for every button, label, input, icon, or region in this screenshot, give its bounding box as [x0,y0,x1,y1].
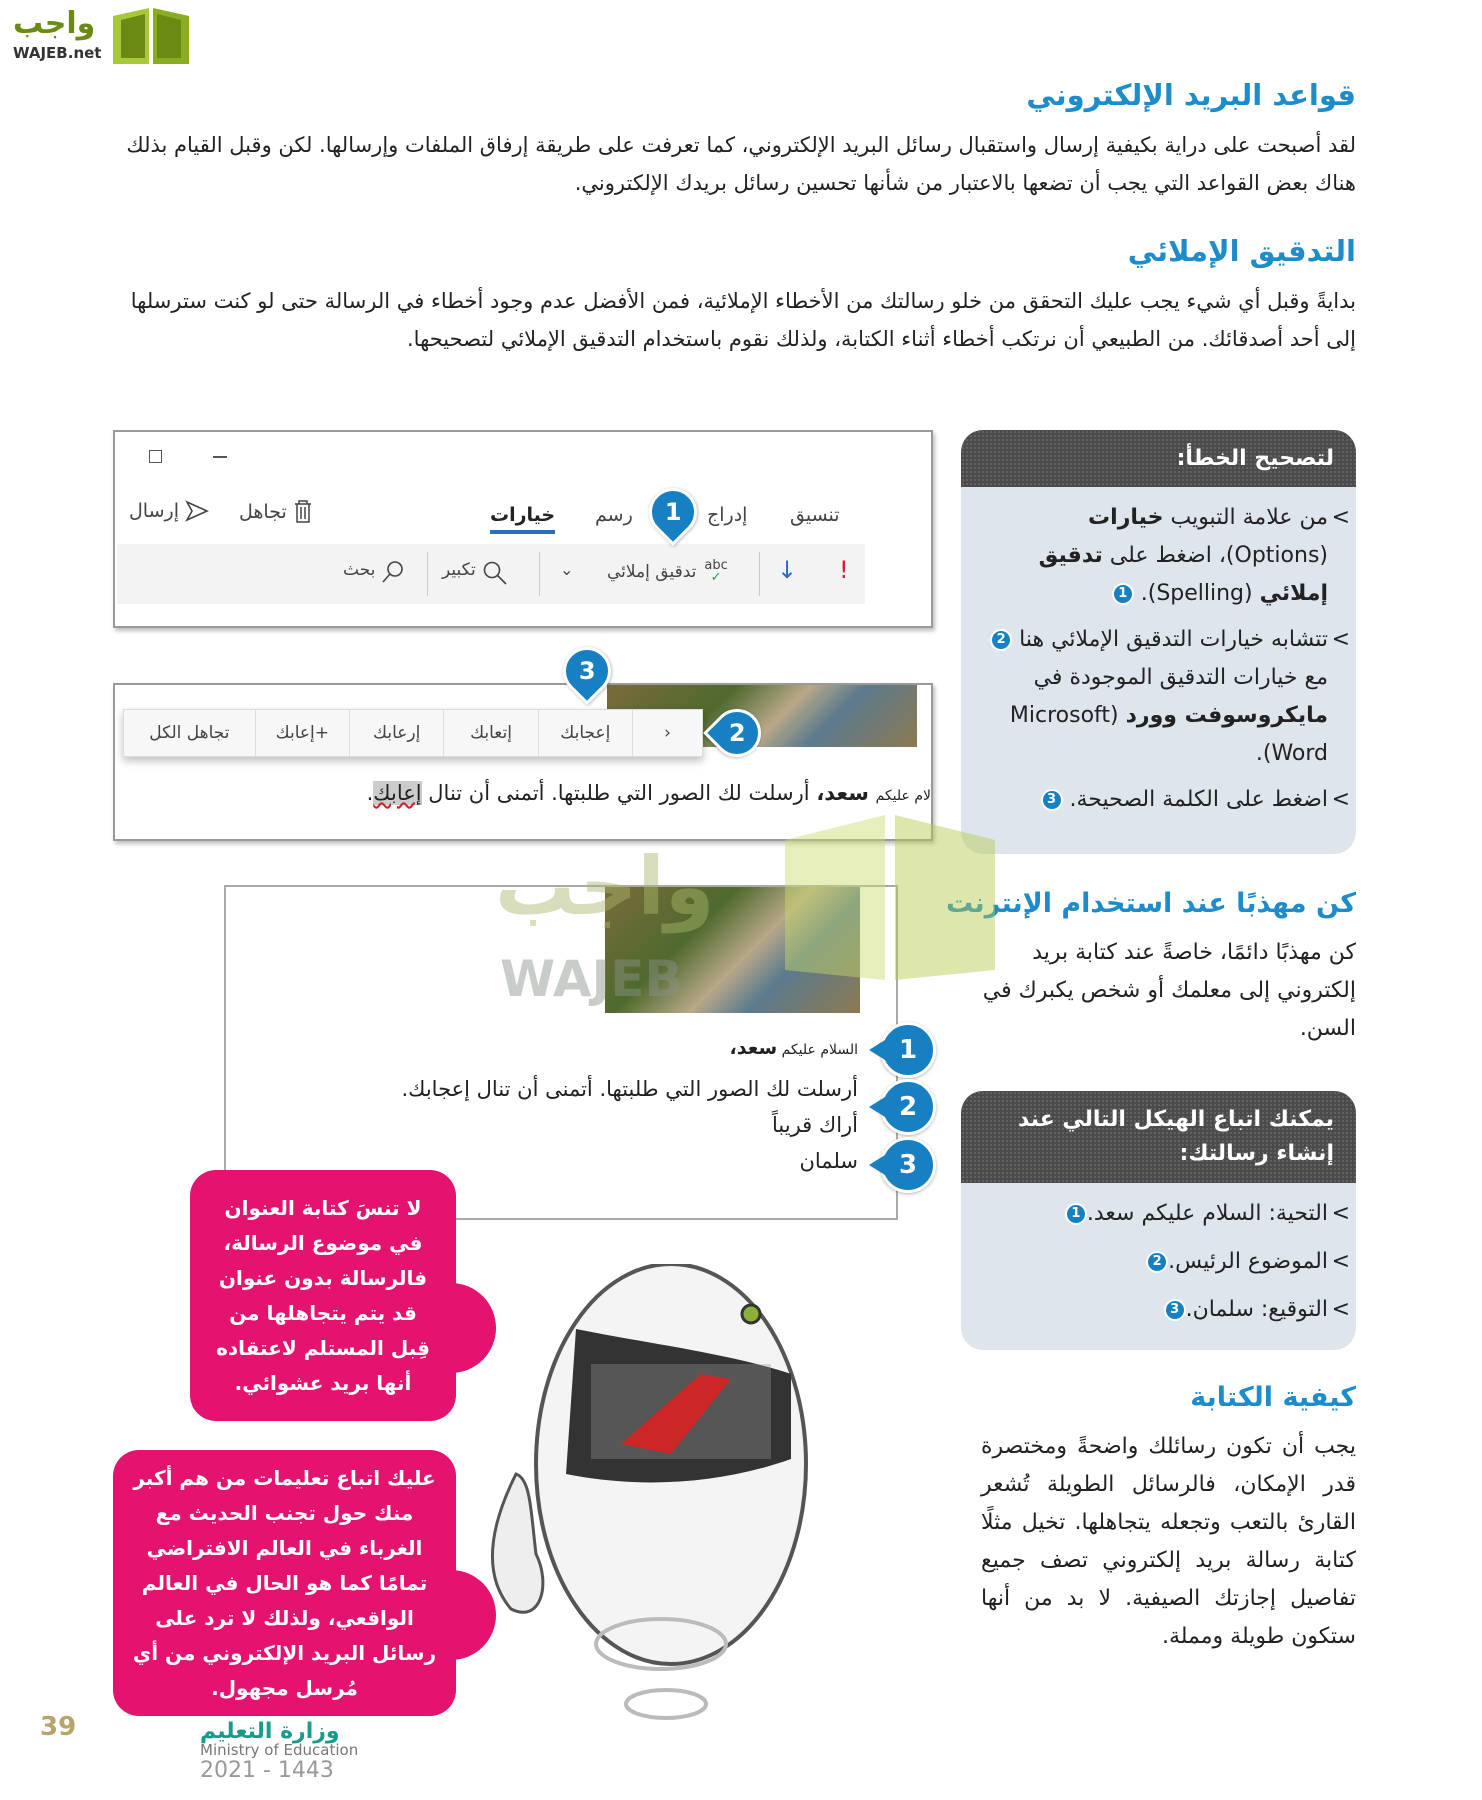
step-bold: مايكروسوفت وورد [1125,703,1328,728]
chevron-down-icon[interactable]: ⌄ [560,560,574,579]
misspelled-word[interactable]: إعابك [373,781,422,805]
tab-insert[interactable]: إدراج [707,504,748,526]
spelling-button[interactable] [607,560,728,584]
step-badge: 1 [1112,583,1134,605]
step-badge: 1 [1065,1203,1087,1225]
structure-item [961,1195,1356,1233]
book-icon [109,6,194,66]
email-body: أرسلت لك الصور التي طلبتها. أتمنى أن تنال إعجابك. [401,1077,858,1101]
suggestion-item[interactable]: إرعابك [349,710,443,756]
section-title-email-rules: قواعد البريد الإلكتروني [1026,78,1356,112]
send-icon [185,500,209,522]
pin-number: 2 [728,718,746,747]
spelling-suggestions-window [113,657,933,841]
tab-format[interactable]: تنسيق [790,504,840,526]
step-text: (Options)، اضغط على [1102,543,1328,568]
structure-text: الموضوع الرئيس. [1168,1249,1328,1274]
message-structure-box [961,1091,1356,1350]
send-button[interactable] [129,500,209,522]
minimize-icon[interactable] [213,456,227,458]
discard-label: تجاهل [239,501,287,523]
pin-number: 3 [578,657,596,686]
step-text: (Microsoft Word). [1009,703,1328,766]
greeting-text: السلام عليكم [781,1042,858,1058]
spelling-abc-icon: abc ✓ [704,558,728,585]
email-greeting [730,1037,858,1059]
send-label: إرسال [129,500,179,522]
robot-illustration [471,1264,831,1724]
pin-number: 1 [664,498,682,527]
period: . [366,781,374,805]
ministry-english: Ministry of Education [200,1741,359,1760]
step-bold: تدقيق إملائي [1038,543,1328,606]
step-text: مع خيارات التدقيق الموجودة في [1033,665,1328,690]
step-text: اضغط على الكلمة الصحيحة. [1069,787,1328,812]
high-importance-icon[interactable]: ! [839,556,849,584]
fix-error-box [961,430,1356,854]
step-text: من علامة التبويب [1163,505,1328,530]
step-bold: خيارات [1088,505,1164,530]
section-text-spelling: بدايةً وقبل أي شيء يجب عليك التحقق من خلو رسالتك من الأخطاء الإملائية، فمن الأفضل عدم وجود أخطاء في الرسالة حتى لو كنت سترسلها إلى أحد أصدقائك. من الطبيعي أن نرتكب أخطاء أثناء الكتابة، ولذلك نقوم باستخدام التدقيق الإملائي لتصحيحها. [130,289,1356,351]
low-importance-icon[interactable]: ↓ [777,556,798,584]
structure-item [961,1291,1356,1329]
trash-icon [293,500,313,524]
mail-compose-window [113,430,933,628]
fix-step-2 [961,621,1356,773]
step-badge: 3 [1164,1299,1186,1321]
step-badge: 3 [1041,789,1063,811]
writing-title: كيفية الكتابة [1190,1382,1356,1413]
tab-options[interactable]: خيارات [490,504,555,534]
structure-text: التوقيع: سلمان. [1185,1297,1328,1322]
fix-step-1 [961,499,1356,613]
structure-title: يمكنك اتباع الهيكل التالي عند إنشاء رسالتك: [961,1091,1356,1183]
suggestion-item[interactable]: إتعابك [443,710,537,756]
email-closing: أراك قريباً [772,1113,858,1137]
ministry-year: 2021 - 1443 [200,1757,334,1783]
structure-text: التحية: السلام عليكم سعد. [1086,1201,1328,1226]
tip-bubble-strangers: عليك اتباع تعليمات من هم أكبر منك حول تجنب الحديث مع الغرباء في العالم الافتراضي تمامًا كما هو الحال في العالم الواقعي، ولذلك لا ترد على رسائل البريد الإلكتروني من أي مُرسل مجهول. [113,1450,456,1716]
email-callout-2: 2 [880,1079,936,1135]
email-signature: سلمان [799,1149,858,1173]
zoom-label: تكبير [442,560,476,580]
search-icon [381,560,405,584]
ignore-all-button[interactable]: تجاهل الكل [149,723,230,743]
wajeb-logo [9,6,194,66]
suggestion-item[interactable]: إعجابك [538,710,632,756]
zoom-icon [482,560,508,586]
message-text: أرسلت لك الصور التي طلبتها. أتمنى أن تنال [428,781,810,805]
ministry-watermark [200,1720,358,1782]
email-callout-1: 1 [880,1022,936,1078]
spelling-label: تدقيق إملائي [607,562,697,582]
maximize-icon[interactable] [149,450,162,463]
callout-pin-1 [639,478,707,546]
step-badge: 2 [990,629,1012,651]
structure-item [961,1243,1356,1281]
message-name: سعد، [816,781,869,805]
tab-draw[interactable]: رسم [595,504,633,526]
ribbon-toolbar [117,544,865,604]
message-line [367,781,931,805]
step-text: (Spelling). [1140,581,1260,606]
fix-step-3 [961,781,1356,819]
watermark-latin: WAJEB [500,950,683,1008]
ministry-arabic: وزارة التعليم [200,1719,340,1744]
section-text-email-rules: لقد أصبحت على دراية بكيفية إرسال واستقبال رسائل البريد الإلكتروني، كما تعرفت على طريقة إرفاق الملفات وإرسالها. لكن وقبل القيام بذلك هناك بعض القواعد التي يجب أن تضعها بالاعتبار من شأنها تحسين رسائل بريدك الإلكتروني. [126,133,1356,195]
suggestions-bar [123,709,703,757]
step-badge: 2 [1146,1251,1168,1273]
email-callout-3: 3 [880,1137,936,1193]
section-title-spelling: التدقيق الإملائي [1127,234,1356,268]
logo-arabic: واجب [13,6,96,41]
discard-button[interactable] [239,500,313,524]
zoom-button[interactable] [442,560,508,586]
polite-title: كن مهذبًا عند استخدام الإنترنت [945,888,1356,919]
step-text: تتشابه خيارات التدقيق الإملائي هنا [1012,627,1328,652]
tip-bubble-subject: لا تنسَ كتابة العنوان في موضوع الرسالة، فالرسالة بدون عنوان قد يتم يتجاهلها من قِبل المستلم لاعتقاده أنها بريد عشوائي. [190,1170,456,1421]
message-prefix: لام عليكم [875,788,931,804]
writing-text: يجب أن تكون رسائلك واضحةً ومختصرة قدر الإمكان، فالرسائل الطويلة تُشعر القارئ بالتعب وتجعله يتجاهلها. تخيل مثلًا كتابة رسالة بريد إلكتروني تصف جميع تفاصيل إجازتك الصيفية. لا بد من أنها ستكون طويلة ومملة. [981,1434,1356,1649]
search-label: بحث [343,560,376,580]
greeting-name: سعد، [729,1037,778,1059]
page-number: 39 [40,1712,77,1742]
polite-text: كن مهذبًا دائمًا، خاصةً عند كتابة بريد إلكتروني إلى معلمك أو شخص يكبرك في السن. [982,940,1356,1041]
search-button[interactable] [343,560,405,584]
watermark-arabic: واجب [495,840,715,933]
logo-latin: WAJEB.net [13,44,102,62]
park-photo [605,887,860,1013]
suggestions-next-icon[interactable]: ‹ [632,710,702,756]
abc-label: abc [704,558,728,573]
fix-error-title: لتصحيح الخطأ: [961,430,1356,487]
suggestion-item[interactable]: +إعابك [255,710,349,756]
